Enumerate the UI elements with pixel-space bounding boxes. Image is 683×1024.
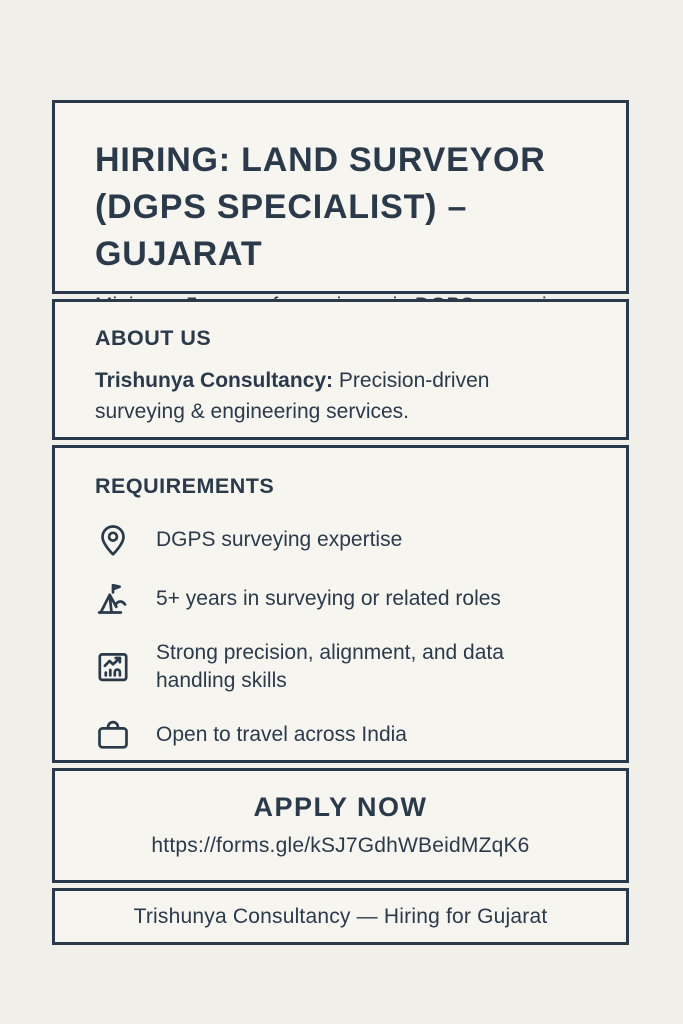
requirements-heading: REQUIREMENTS: [95, 474, 275, 498]
about-heading: ABOUT US: [95, 326, 212, 350]
requirements-section: [52, 445, 629, 763]
mountain-flag-icon: [95, 580, 131, 618]
requirements-list: [95, 521, 588, 754]
header-section: [52, 100, 629, 294]
about-section: [52, 299, 629, 440]
apply-section: [52, 768, 629, 883]
requirement-item: [95, 521, 588, 559]
map-pin-icon: [95, 521, 131, 559]
requirement-item: [95, 580, 588, 618]
company-description: Precision-driven surveying & engineering services.: [95, 369, 490, 423]
briefcase-icon: [95, 716, 131, 754]
footer-section: [52, 888, 629, 945]
job-title: [95, 137, 588, 278]
about-text: [95, 365, 575, 427]
requirement-item: [95, 716, 588, 754]
requirement-text: DGPS surveying expertise: [156, 528, 403, 551]
job-title-line2: (DGPS SPECIALIST) – GUJARAT: [95, 188, 468, 273]
requirement-text: 5+ years in surveying or related roles: [156, 587, 501, 610]
requirement-text: Open to travel across India: [156, 723, 407, 746]
requirement-item: [95, 639, 588, 695]
job-title-line1: HIRING: LAND SURVEYOR: [95, 141, 546, 179]
footer-text: Trishunya Consultancy — Hiring for Gujarat: [133, 904, 548, 928]
chart-icon: [95, 648, 131, 686]
apply-form-link[interactable]: https://forms.gle/kSJ7GdhWBeidMZqK6: [151, 834, 530, 857]
company-name: Trishunya Consultancy:: [95, 369, 334, 392]
flyer: [52, 100, 629, 945]
requirement-text: Strong precision, alignment, and data handling skills: [156, 641, 504, 692]
apply-heading: APPLY NOW: [253, 792, 428, 822]
